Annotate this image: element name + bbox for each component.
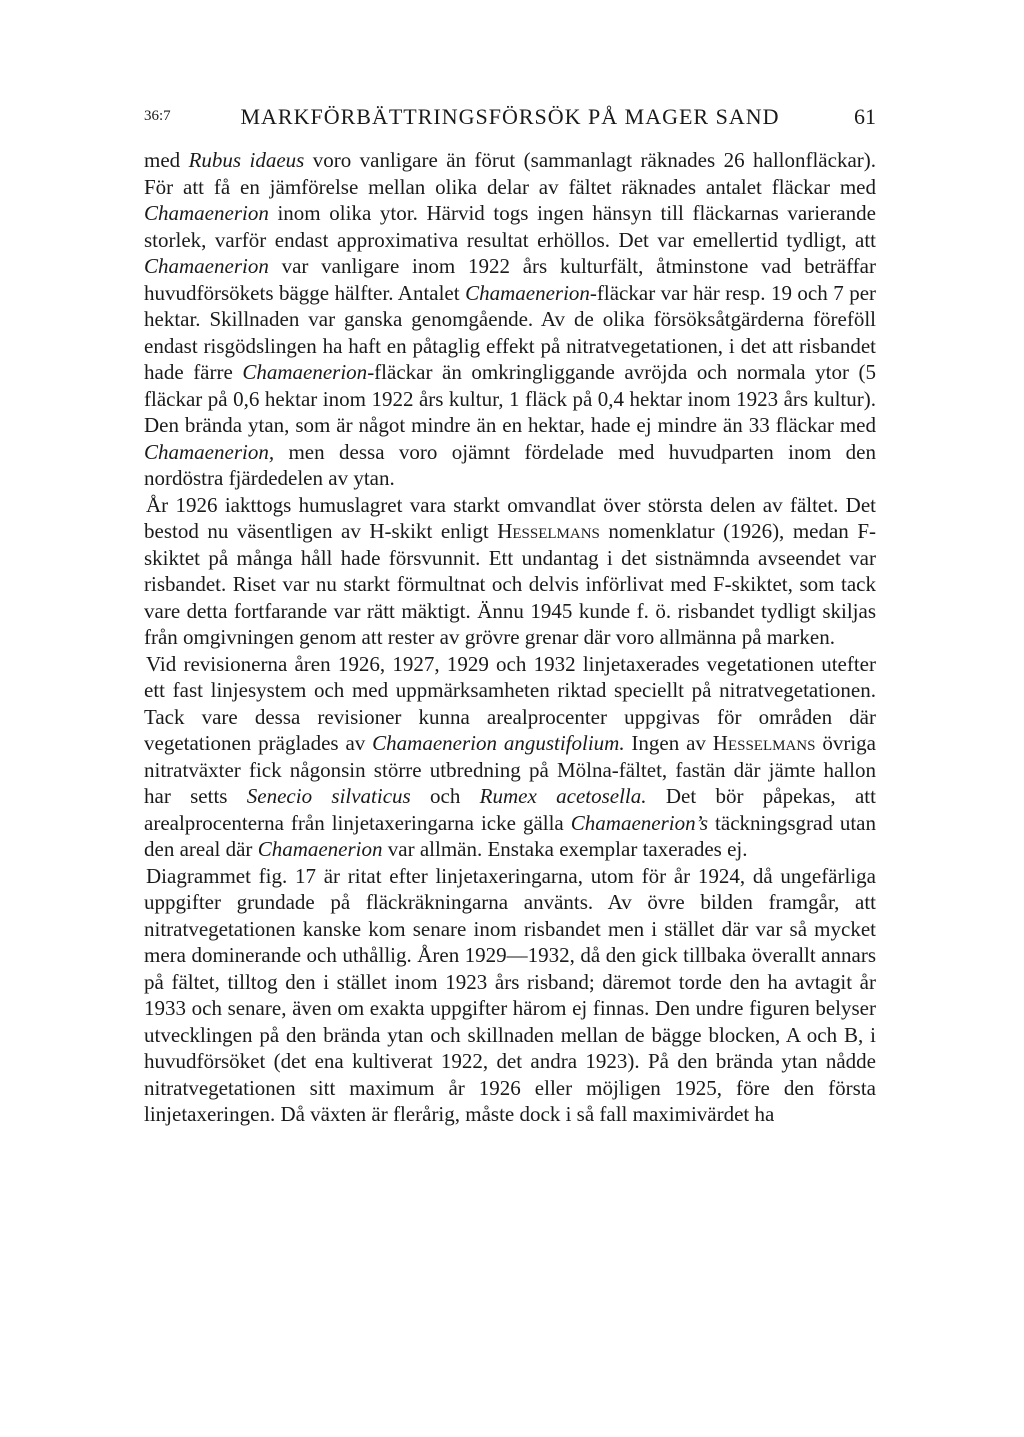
page-number: 61 <box>854 104 876 129</box>
italic-term: Rumex acetosella. <box>479 784 647 808</box>
paragraph-2 <box>144 492 876 651</box>
text-run: inom olika ytor. Härvid togs ingen hänsyn till fläckarnas varierande storlek, varför endast approximativa resultat erhöllos. Det var emellertid tydligt, att <box>144 201 876 252</box>
italic-term: Chamaenerion’s <box>570 810 709 835</box>
italic-term: Senecio silvaticus <box>246 784 411 808</box>
italic-term: Chamaenerion <box>144 254 269 278</box>
paragraph-1 <box>144 147 876 492</box>
italic-term: Rubus idaeus <box>188 148 305 172</box>
paragraph-3 <box>144 651 876 863</box>
page-header <box>144 104 876 136</box>
running-title: MARKFÖRBÄTTRINGSFÖRSÖK PÅ MAGER SAND <box>240 104 780 129</box>
text-run: Diagrammet fig. 17 är ritat efter linjetaxeringarna, utom för år 1924, då ungefärliga uppgifter grundade på fläckräkningarna använts. Av övre bilden framgår, att nitratvegetationen kanske kom senare inom risbandet men i stället där var så mycket mera dominerande och uthållig. Åren 1929—1932, då den gick tillbaka överallt annars på fältet, tilltog den i stället inom 1923 års risband; däremot torde den ha avtagit år 1933 och senare, även om exakta uppgifter härom ej finnas. Den undre figuren belyser utvecklingen på den brända ytan och skillnaden mellan de bägge blocken, A och B, i huvudförsöket (det ena kultiverat 1922, det andra 1923). På den brända ytan nådde nitratvegetationen sitt maximum år 1926 eller möjligen 1925, före den första linjetaxeringen. Då växten är flerårig, måste dock i så fall maximivärdet ha <box>144 863 876 1126</box>
text-run: -fläckar än omkringliggande avröjda och normala ytor (5 fläckar på 0,6 hektar inom 1922 års kultur, 1 fläck på 0,4 hektar inom 1923 års kultur). Den brända ytan, som är något mindre än en hektar, hade ej mindre än 33 fläckar med <box>144 360 876 437</box>
author-name: Hesselmans <box>712 731 816 755</box>
text-run: och <box>410 784 480 808</box>
text-run: var vanligare inom 1922 års kulturfält, åtminstone vad beträffar huvudförsökets bägge hälfter. Antalet <box>144 254 876 305</box>
text-run: Det bör påpekas, att arealprocenterna från linjetaxeringarna icke gälla <box>144 784 876 835</box>
italic-term: Chamaenerion <box>242 360 368 384</box>
italic-term: Chamaenerion <box>144 201 269 225</box>
italic-term: Chamaenerion angustifolium. <box>372 731 625 755</box>
signature-mark: 36:7 <box>144 108 171 124</box>
text-run: -fläckar var här resp. 19 och 7 per hektar. Skillnaden var ganska genomgående. Av de olika försöksåtgärderna föreföll endast risgödslingen ha haft en påtaglig effekt på nitratvegetationen, i det att risbandet hade färre <box>144 280 877 384</box>
italic-term: Chamaenerion, <box>144 439 275 464</box>
paragraph-4 <box>144 863 876 1128</box>
text-run: övriga nitratväxter fick någonsin större utbredning på Mölna-fältet, fastän där jämte hallon har setts <box>144 731 876 808</box>
body-text <box>144 147 876 1128</box>
text-run: År 1926 iakttogs humuslagret vara starkt omvandlat över största delen av fältet. Det bestod nu väsentligen av H-skikt enligt <box>144 492 876 543</box>
author-name: Hesselmans <box>497 519 600 543</box>
italic-term: Chamaenerion <box>257 837 383 861</box>
text-run: Ingen av <box>624 731 713 755</box>
text-run: täckningsgrad utan den areal där <box>144 810 876 861</box>
text-run: voro vanligare än förut (sammanlagt räknades 26 hallonfläckar). För att få en jämförelse mellan olika delar av fältet räknades antalet fläckar med <box>144 148 877 199</box>
text-run: med <box>144 148 189 172</box>
text-run: Vid revisionerna åren 1926, 1927, 1929 och 1932 linjetaxerades vegetationen utefter ett fast linjesystem och med uppmärksamheten riktad speciellt på nitratvegetationen. Tack vare dessa revisioner kunna arealprocenter uppgivas för områden där vegetationen präglades av <box>144 651 876 755</box>
text-run: nomenklatur (1926), medan F-skiktet på många håll hade försvunnit. Ett undantag i det sistnämnda avseendet var risbandet. Riset var nu starkt förmultnat och delvis införlivat med F-skiktet, som tack vare detta fortfarande var rätt mäktigt. Ännu 1945 kunde f. ö. risbandet tydligt skiljas från omgivningen genom att rester av grövre grenar där voro allmänna på marken. <box>144 519 876 649</box>
italic-term: Chamaenerion <box>465 280 590 305</box>
text-run: men dessa voro ojämnt fördelade med huvudparten inom den nordöstra fjärdedelen av ytan. <box>144 439 876 490</box>
text-run: var allmän. Enstaka exemplar taxerades ej. <box>382 837 748 861</box>
